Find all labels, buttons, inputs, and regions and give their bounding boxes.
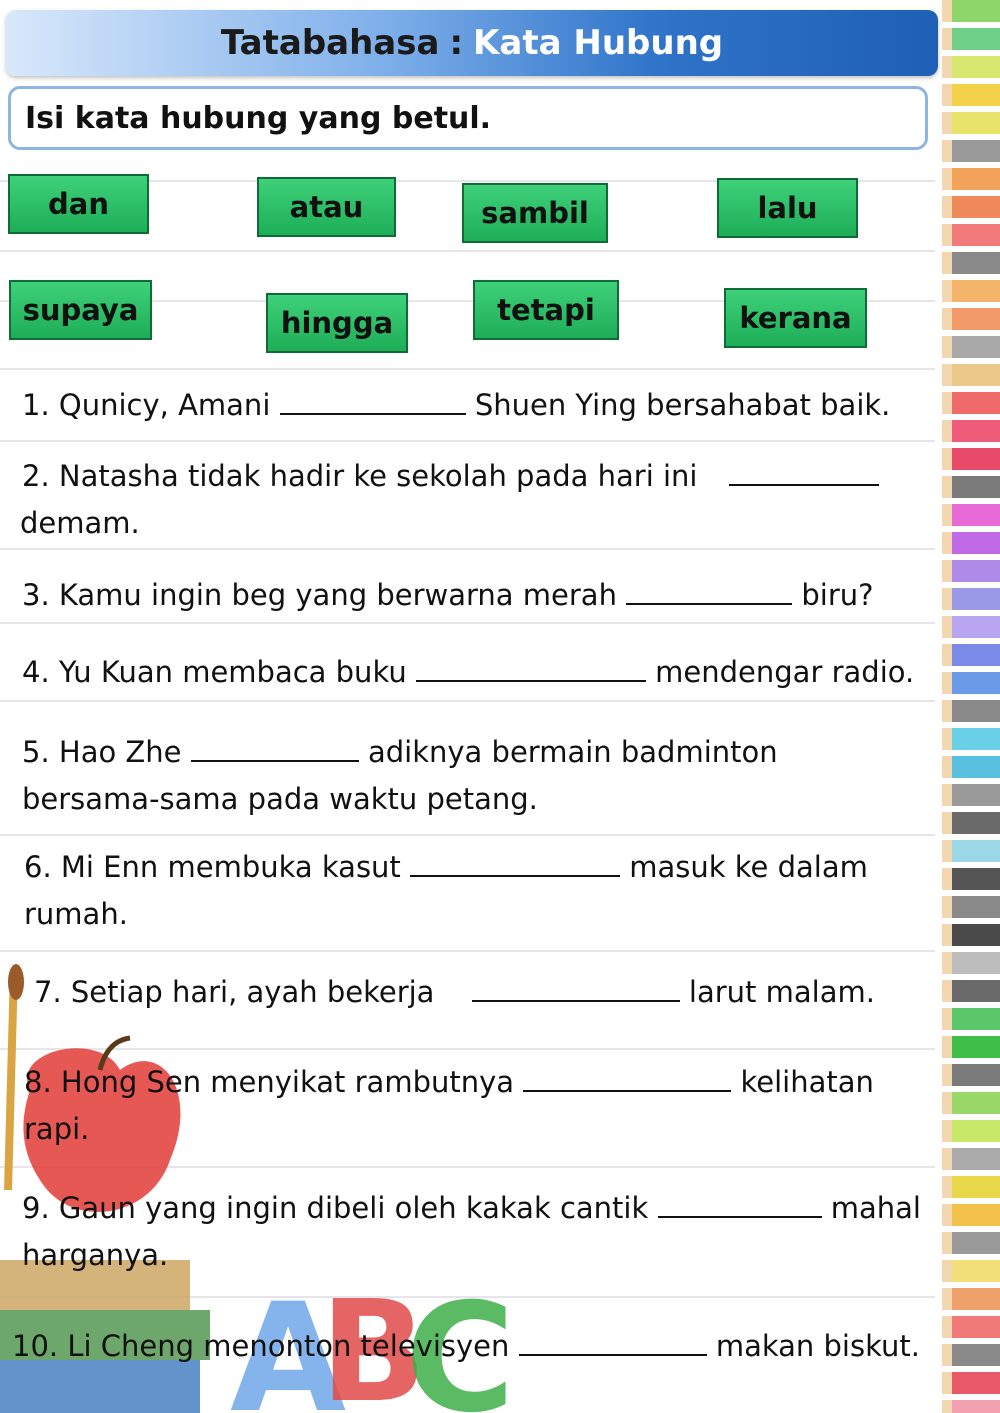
page-title bbox=[6, 10, 938, 76]
question-continuation: rapi. bbox=[24, 1112, 90, 1146]
question-text-before: Li Cheng menonton televisyen bbox=[67, 1329, 510, 1363]
question-text-before: Hao Zhe bbox=[58, 735, 182, 769]
question-number: 3. bbox=[22, 578, 50, 612]
svg-text:B: B bbox=[320, 1271, 427, 1413]
question-continuation: bersama-sama pada waktu petang. bbox=[22, 782, 538, 816]
word-card-sambil[interactable] bbox=[462, 183, 608, 243]
question-continuation: rumah. bbox=[24, 897, 128, 931]
question-number: 6. bbox=[24, 850, 52, 884]
question-number: 1. bbox=[22, 388, 50, 422]
question-number: 5. bbox=[22, 735, 50, 769]
question-text-after: mahal bbox=[830, 1191, 921, 1225]
title-separator: : bbox=[449, 23, 464, 63]
question-text-before: Mi Enn membuka kasut bbox=[60, 850, 401, 884]
word-label: sambil bbox=[481, 196, 589, 230]
question-5 bbox=[22, 729, 952, 823]
question-text-after: Shuen Ying bersahabat baik. bbox=[474, 388, 891, 422]
answer-blank[interactable] bbox=[416, 656, 646, 682]
answer-blank[interactable] bbox=[658, 1192, 822, 1218]
question-text-after: adiknya bermain badminton bbox=[367, 735, 778, 769]
question-text-after: makan biskut. bbox=[715, 1329, 920, 1363]
question-9 bbox=[22, 1185, 952, 1279]
answer-blank[interactable] bbox=[472, 976, 680, 1002]
ruled-line bbox=[0, 548, 935, 550]
question-7 bbox=[34, 969, 964, 1016]
question-text-after: larut malam. bbox=[688, 975, 875, 1009]
word-card-tetapi[interactable] bbox=[473, 280, 619, 340]
question-text-before: Kamu ingin beg yang berwarna merah bbox=[58, 578, 617, 612]
word-label: hingga bbox=[280, 306, 394, 340]
question-continuation: harganya. bbox=[22, 1238, 169, 1272]
ruled-line bbox=[0, 250, 935, 252]
question-2 bbox=[22, 453, 952, 547]
question-text-before: Gaun yang ingin dibeli oleh kakak cantik bbox=[58, 1191, 649, 1225]
word-card-hingga[interactable] bbox=[266, 293, 408, 353]
ruled-line bbox=[0, 834, 935, 836]
question-text-before: Qunicy, Amani bbox=[58, 388, 271, 422]
question-text-after: biru? bbox=[801, 578, 874, 612]
word-card-dan[interactable] bbox=[8, 174, 149, 234]
question-number: 2. bbox=[22, 459, 50, 493]
word-card-lalu[interactable] bbox=[717, 178, 858, 238]
question-text-before: Yu Kuan membaca buku bbox=[58, 655, 407, 689]
answer-blank[interactable] bbox=[626, 579, 792, 605]
title-part-2: Kata Hubung bbox=[473, 23, 724, 63]
question-text-after: kelihatan bbox=[740, 1065, 874, 1099]
question-text-before: Natasha tidak hadir ke sekolah pada hari ini bbox=[58, 459, 698, 493]
question-1 bbox=[22, 382, 952, 429]
answer-blank[interactable] bbox=[280, 389, 466, 415]
question-3 bbox=[22, 572, 952, 619]
question-6 bbox=[24, 844, 954, 938]
word-label: kerana bbox=[739, 301, 852, 335]
word-label: supaya bbox=[22, 293, 139, 327]
question-number: 7. bbox=[34, 975, 62, 1009]
answer-blank[interactable] bbox=[523, 1066, 731, 1092]
question-number: 4. bbox=[22, 655, 50, 689]
word-card-atau[interactable] bbox=[257, 177, 396, 237]
question-number: 9. bbox=[22, 1191, 50, 1225]
question-8 bbox=[24, 1059, 954, 1153]
question-text-after: mendengar radio. bbox=[655, 655, 915, 689]
question-4 bbox=[22, 649, 952, 696]
question-continuation: demam. bbox=[20, 506, 140, 540]
question-number: 8. bbox=[24, 1065, 52, 1099]
word-label: atau bbox=[289, 190, 364, 224]
ruled-line bbox=[0, 950, 935, 952]
ruled-line bbox=[0, 440, 935, 442]
word-label: tetapi bbox=[497, 293, 595, 327]
answer-blank[interactable] bbox=[729, 460, 879, 486]
svg-text:C: C bbox=[405, 1272, 516, 1413]
answer-blank[interactable] bbox=[191, 736, 359, 762]
question-text-before: Hong Sen menyikat rambutnya bbox=[60, 1065, 515, 1099]
word-label: lalu bbox=[757, 191, 818, 225]
ruled-line bbox=[0, 368, 935, 370]
ruled-line bbox=[0, 700, 935, 702]
word-card-kerana[interactable] bbox=[724, 288, 867, 348]
answer-blank[interactable] bbox=[410, 851, 620, 877]
question-number: 10. bbox=[12, 1329, 59, 1363]
answer-blank[interactable] bbox=[519, 1330, 707, 1356]
svg-text:A: A bbox=[230, 1272, 347, 1413]
ruled-line bbox=[0, 622, 935, 624]
question-10 bbox=[12, 1323, 942, 1370]
word-card-supaya[interactable] bbox=[9, 280, 152, 340]
title-part-1: Tatabahasa bbox=[220, 23, 440, 63]
question-text-after: masuk ke dalam bbox=[629, 850, 868, 884]
question-text-before: Setiap hari, ayah bekerja bbox=[70, 975, 435, 1009]
word-label: dan bbox=[48, 187, 109, 221]
instruction-text: Isi kata hubung yang betul. bbox=[25, 100, 492, 136]
instruction-box bbox=[8, 86, 928, 150]
